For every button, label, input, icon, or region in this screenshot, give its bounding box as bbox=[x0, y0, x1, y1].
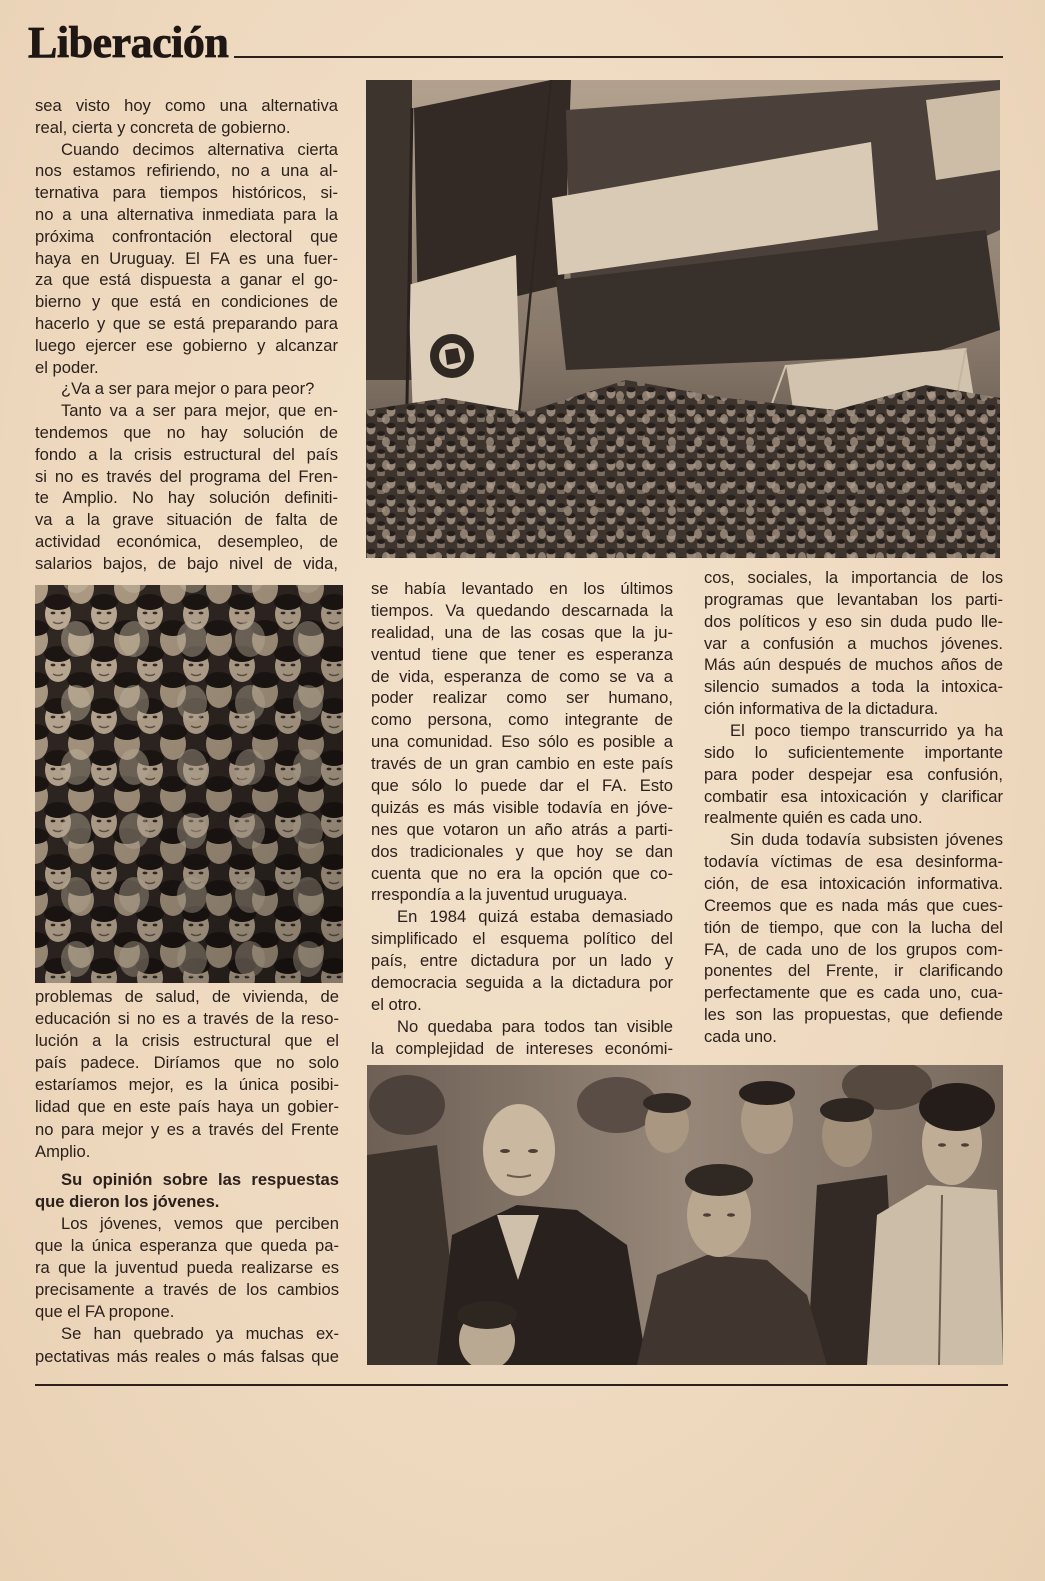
text-line: actividad económica, desempleo, de bbox=[35, 531, 338, 551]
text-line: que sólo lo puede dar el FA. Esto bbox=[371, 776, 673, 796]
subheading-line: que dieron los jóvenes. bbox=[35, 1191, 220, 1211]
text-line: ra que la juventud pueda realizarse es bbox=[35, 1258, 339, 1278]
text-line: para poder despejar esa confusión, bbox=[704, 764, 1003, 784]
text-line: Tanto va a ser para mejor, que en- bbox=[61, 401, 338, 421]
column-right-text bbox=[704, 567, 1003, 1048]
text-line: za que está dispuesta a ganar el go- bbox=[35, 270, 338, 290]
text-line: haya en Uruguay. El FA es una fuer- bbox=[35, 248, 338, 268]
text-line: Creemos que es nada más que cues- bbox=[704, 895, 1003, 915]
text-line: real, cierta y concreta de gobierno. bbox=[35, 117, 291, 137]
text-line: te Amplio. No hay solución definiti- bbox=[35, 488, 338, 508]
text-line: tendemos que no hay solución de bbox=[35, 422, 338, 442]
text-line: nes que votaron un año atrás a parti- bbox=[371, 819, 673, 839]
text-line: dos políticos y eso sin duda pudo lle- bbox=[704, 611, 1003, 631]
text-line: lución a la crisis estructural que el bbox=[35, 1031, 339, 1051]
text-line: combatir esa intoxicación y clarificar bbox=[704, 786, 1003, 806]
text-line: cada uno. bbox=[704, 1027, 777, 1047]
text-line: sea visto hoy como una alternativa bbox=[35, 96, 338, 115]
text-line: no a una alternativa inmediata para la bbox=[35, 204, 338, 224]
text-line: El poco tiempo transcurrido ya ha bbox=[730, 721, 1003, 741]
text-line: Cuando decimos alternativa cierta bbox=[61, 139, 338, 159]
text-line: cuenta que no era la opción que co- bbox=[371, 863, 673, 883]
text-line: silencio sumados a toda la intoxica- bbox=[704, 677, 1003, 697]
text-line: No quedaba para todos tan visible bbox=[397, 1016, 673, 1036]
text-line: Los jóvenes, vemos que perciben bbox=[61, 1213, 339, 1233]
text-line: pectativas más reales o más falsas que bbox=[35, 1346, 339, 1366]
text-line: ¿Va a ser para mejor o para peor? bbox=[61, 379, 315, 399]
text-line: dos tradicionales y que hoy se dan bbox=[371, 841, 673, 861]
text-line: Se han quebrado ya muchas ex- bbox=[61, 1324, 339, 1344]
photo-crowd-faces bbox=[35, 585, 343, 983]
text-line: programas que levantaban los parti- bbox=[704, 589, 1003, 609]
footer-rule bbox=[35, 1384, 1008, 1386]
subheading-line: Su opinión sobre las respuestas bbox=[61, 1169, 339, 1189]
photo-men-in-crowd-image bbox=[367, 1065, 1003, 1365]
photo-crowd-with-flags-image bbox=[366, 80, 1000, 558]
text-line: les son las propuestas, que defiende bbox=[704, 1005, 1003, 1025]
text-line: que la única esperanza que queda pa- bbox=[35, 1236, 339, 1256]
masthead-title: Liberación bbox=[28, 18, 229, 67]
text-line: no para mejor y es a través del Frente bbox=[35, 1119, 339, 1139]
text-line: Más aún después de muchos años de bbox=[704, 655, 1003, 675]
text-line: como persona, como integrante de bbox=[371, 710, 673, 730]
text-line: democracia seguida a la dictadura por bbox=[371, 973, 673, 993]
text-line: va a la grave situación de falta de bbox=[35, 510, 338, 530]
text-line: FA, de cada uno de los grupos com- bbox=[704, 939, 1003, 959]
text-line: próxima confrontación electoral que bbox=[35, 226, 338, 246]
text-line: fondo a la crisis estructural del país bbox=[35, 444, 338, 464]
text-line: la complejidad de intereses económi- bbox=[371, 1038, 673, 1058]
text-line: poder realizar como ser humano, bbox=[371, 688, 673, 708]
text-line: nos estamos refiriendo, no a una al- bbox=[35, 161, 338, 181]
text-line: tiempos. Va quedando descarnada la bbox=[371, 600, 673, 620]
text-line: hacerlo y que se está preparando para bbox=[35, 313, 338, 333]
text-line: salarios bajos, de bajo nivel de vida, bbox=[35, 553, 338, 573]
column-middle-text bbox=[371, 578, 673, 1060]
text-line: país padece. Diríamos que no solo bbox=[35, 1053, 339, 1073]
column-left-top-text bbox=[35, 95, 338, 575]
text-line: cos, sociales, la importancia de los bbox=[704, 568, 1003, 587]
text-line: simplificado el esquema político del bbox=[371, 929, 673, 949]
text-line: una comunidad. Eso sólo es posible a bbox=[371, 732, 673, 752]
text-line: todavía víctimas de esa desinforma- bbox=[704, 852, 1003, 872]
text-line: quizás es más visible todavía en jóve- bbox=[371, 797, 673, 817]
text-line: que el FA propone. bbox=[35, 1302, 175, 1322]
photo-crowd-faces-image bbox=[35, 585, 343, 983]
text-line: bierno y que está en condiciones de bbox=[35, 292, 338, 312]
photo-men-in-crowd bbox=[367, 1065, 1003, 1365]
photo-crowd-with-flags bbox=[366, 80, 1000, 558]
text-line: perfectamente que es cada uno, cua- bbox=[704, 983, 1003, 1003]
text-line: realmente quién es cada uno. bbox=[704, 808, 923, 828]
text-line: través de un gran cambio en este país bbox=[371, 754, 673, 774]
text-line: Amplio. bbox=[35, 1141, 91, 1161]
text-line: En 1984 quizá estaba demasiado bbox=[397, 907, 673, 927]
text-line: rrespondía a la juventud uruguaya. bbox=[371, 885, 628, 905]
text-line: país, entre dictadura por un lado y bbox=[371, 951, 673, 971]
crowd-faces bbox=[35, 585, 343, 983]
text-line: de vida, esperanza de como se va a bbox=[371, 666, 673, 686]
text-line: estaríamos mejor, es la única posibi- bbox=[35, 1075, 339, 1095]
text-line: educación si no es a través de la reso- bbox=[35, 1009, 339, 1029]
text-line: ponentes del Frente, ir clarificando bbox=[704, 961, 1003, 981]
text-line: tión de tiempo, que con la lucha del bbox=[704, 917, 1003, 937]
header-rule bbox=[234, 56, 1003, 58]
text-line: sido lo suficientemente importante bbox=[704, 742, 1003, 762]
text-line: el poder. bbox=[35, 357, 99, 377]
text-line: var a confusión a muchos jóvenes. bbox=[704, 633, 1003, 653]
text-line: ternativa para tiempos históricos, si- bbox=[35, 183, 338, 203]
text-line: lidad que en este país haya un gobier- bbox=[35, 1097, 339, 1117]
text-line: se había levantado en los últimos bbox=[371, 579, 673, 598]
text-line: realidad, una de las cosas que la ju- bbox=[371, 622, 673, 642]
text-line: Sin duda todavía subsisten jóvenes bbox=[730, 830, 1003, 850]
text-line: el otro. bbox=[371, 994, 422, 1014]
text-line: ción informativa de la dictadura. bbox=[704, 699, 939, 719]
text-line: precisamente a través de los cambios bbox=[35, 1280, 339, 1300]
text-line: luego ejercer ese gobierno y alcanzar bbox=[35, 335, 338, 355]
text-line: si no es través del programa del Fren- bbox=[35, 466, 338, 486]
text-line: ción, de esa intoxicación informativa. bbox=[704, 874, 1003, 894]
column-left-bottom-text bbox=[35, 986, 339, 1368]
text-line: ventud tiene que tener es esperanza bbox=[371, 644, 673, 664]
text-line: problemas de salud, de vivienda, de bbox=[35, 987, 339, 1006]
